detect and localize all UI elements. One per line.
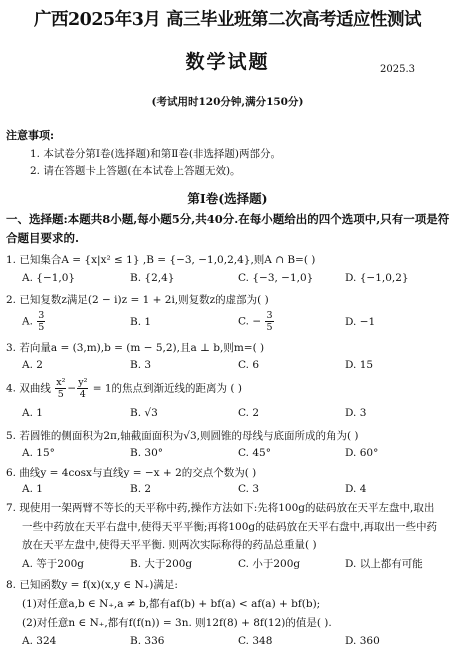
option-b: B. 1 <box>130 316 152 328</box>
option-b: B. 大于200g <box>130 558 193 570</box>
option-d: D. 360 <box>345 635 380 647</box>
question-number: 5. <box>6 430 17 442</box>
option-a: A. 2 <box>22 359 43 371</box>
option-b: B. 3 <box>130 359 152 371</box>
section-instructions: 一、选择题:本题共8小题,每小题5分,共40分.在每小题给出的四个选项中,只有一项是符合题目要求的. <box>6 212 450 245</box>
option-a: A. 15° <box>22 447 55 459</box>
question-number: 3. <box>6 342 17 354</box>
question-text: 若向量a = (3,m),b = (m − 5,2),且a ⊥ b,则m=( ) <box>19 342 265 354</box>
fraction: $\frac{\text{y²}}{4}$ <box>78 377 88 400</box>
question-condition: (2)对任意n ∈ N₊,都有f(f(n)) = 3n. 则12f(8) + 8f(12)的值是( ). <box>22 617 332 629</box>
option-b: B. 30° <box>130 447 164 459</box>
option-b: B. 2 <box>130 483 152 495</box>
question-text: 放在天平左盘中,使得天平平衡. 则两次实际称得的药品总重量( ) <box>22 539 317 551</box>
option-d: D. 4 <box>345 483 367 495</box>
option-a: A. 等于200g <box>22 558 85 570</box>
option-a: A. {−1,0} <box>22 272 76 284</box>
question-text: 曲线y = 4cosx与直线y = −x + 2的交点个数为( ) <box>19 467 257 479</box>
notice-item: 1. 本试卷分第Ⅰ卷(选择题)和第Ⅱ卷(非选择题)两部分。 <box>30 148 282 160</box>
option-c: C. 小于200g <box>238 558 301 570</box>
question <box>6 465 256 480</box>
option-a: A. 1 <box>22 407 43 419</box>
option-d: D. 3 <box>345 407 367 419</box>
option-c: C. − $\frac{3}{5}$ <box>238 310 273 333</box>
option-d: D. {−1,0,2} <box>345 272 409 284</box>
option-c: C. 2 <box>238 407 260 419</box>
option-d: D. 60° <box>345 447 379 459</box>
exam-title: 广西2025年3月 高三毕业班第二次高考适应性测试 <box>34 10 421 30</box>
question <box>6 428 359 443</box>
question <box>6 340 264 355</box>
option-d: D. −1 <box>345 316 376 328</box>
option-b: B. 336 <box>130 635 165 647</box>
option-c: C. 45° <box>238 447 271 459</box>
question-text: 已知复数z满足(2 − i)z = 1 + 2i,则复数z的虚部为( ) <box>19 294 269 306</box>
fraction: $\frac{3}{5}$ <box>266 310 273 333</box>
option-d: D. 以上都有可能 <box>345 558 423 570</box>
fraction: $\frac{\text{x²}}{5}$ <box>56 377 66 400</box>
question: 4. 双曲线 $\frac{\text{x²}}{5}$ − $\frac{\text{y²}}{4}$ = 1的焦点到渐近线的距离为 ( ) <box>6 377 242 400</box>
question <box>6 577 178 592</box>
question-text: 现使用一架两臂不等长的天平称中药,操作方法如下:先将100g的砝码放在天平左盘中,取出 <box>19 502 435 514</box>
question-condition: (1)对任意a,b ∈ N₊,a ≠ b,都有af(b) + bf(a) < af(a) + bf(b); <box>22 598 321 610</box>
question-number: 8. <box>6 579 17 591</box>
time-note: (考试用时120分钟,满分150分) <box>151 96 304 108</box>
option-c: C. 3 <box>238 483 260 495</box>
question <box>6 252 315 267</box>
option-c: C. {−3, −1,0} <box>238 272 314 284</box>
question-number: 2. <box>6 294 17 306</box>
notice-heading: 注意事项: <box>6 129 55 142</box>
question-text: 已知集合A = {x|x² ≤ 1} ,B = {−3, −1,0,2,4},则A ∩ B=( ) <box>19 254 316 266</box>
question-number: 4. <box>6 382 17 395</box>
option-b: B. √3 <box>130 407 158 419</box>
fraction: $\frac{3}{5}$ <box>38 310 45 333</box>
question-number: 1. <box>6 254 17 266</box>
question-number: 7. <box>6 502 17 514</box>
question-text: 若圆锥的侧面积为2π,轴截面面积为√3,则圆锥的母线与底面所成的角为( ) <box>19 430 359 442</box>
question-text: 一些中药放在天平右盘中,使得天平平衡;再将100g的砝码放在天平右盘中,再取出一些中药 <box>22 521 437 533</box>
question-text: 已知函数y = f(x)(x,y ∈ N₊)满足: <box>19 579 178 591</box>
option-a: A. $\frac{3}{5}$ <box>22 310 45 333</box>
option-b: B. {2,4} <box>130 272 175 284</box>
option-c: C. 348 <box>238 635 273 647</box>
subject-title: 数学试题 <box>185 51 270 73</box>
option-d: D. 15 <box>345 359 374 371</box>
notice-item: 2. 请在答题卡上答题(在本试卷上答题无效)。 <box>30 165 241 177</box>
question <box>6 292 269 307</box>
option-c: C. 6 <box>238 359 260 371</box>
question-number: 6. <box>6 467 17 479</box>
option-a: A. 1 <box>22 483 43 495</box>
option-a: A. 324 <box>22 635 57 647</box>
question <box>6 500 434 515</box>
exam-date: 2025.3 <box>380 64 415 75</box>
part-title: 第Ⅰ卷(选择题) <box>187 191 268 206</box>
